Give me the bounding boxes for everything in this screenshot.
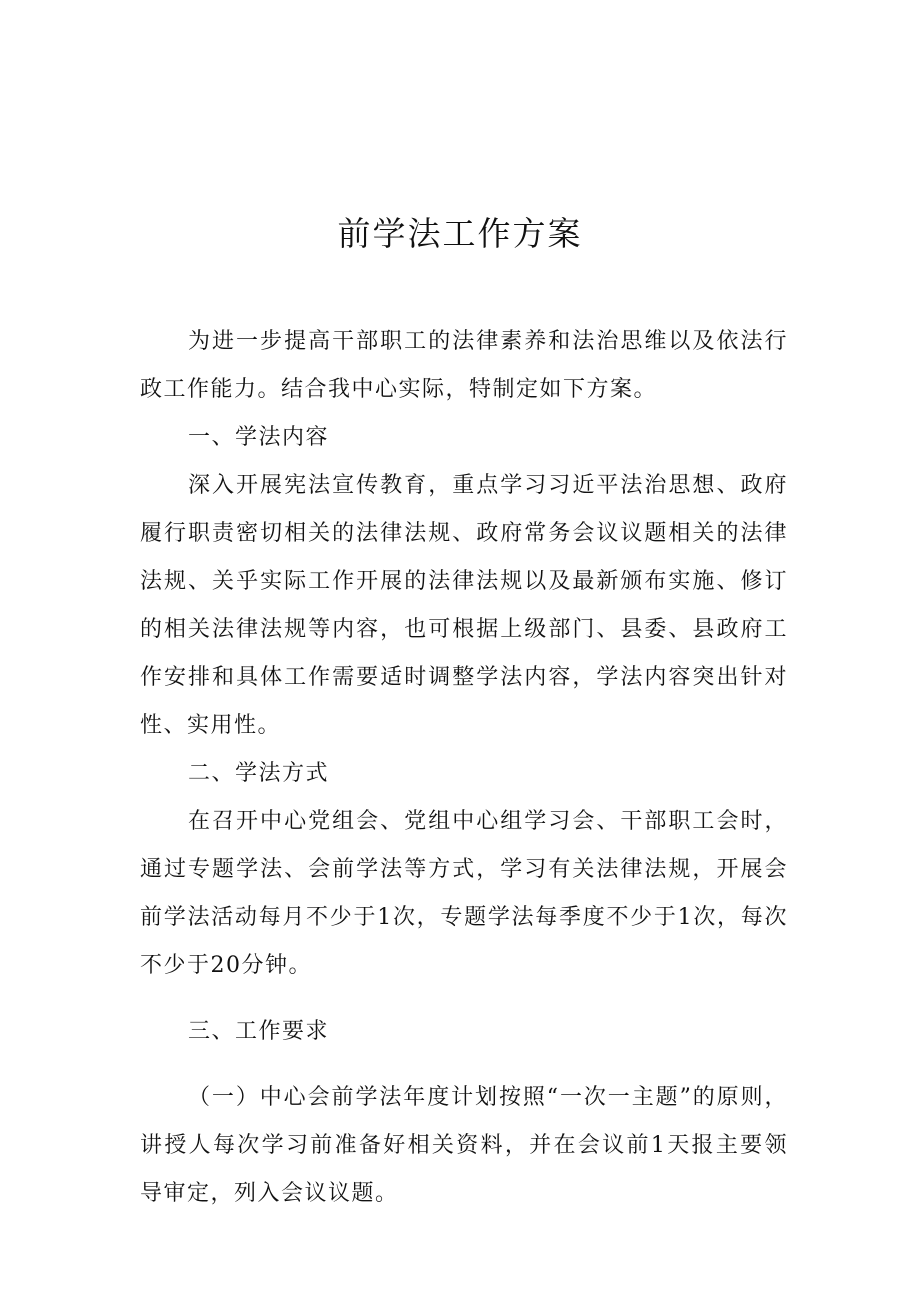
document-body <box>140 318 788 1218</box>
section-heading-requirements: 三、工作要求 <box>188 1019 330 1044</box>
requirement-paragraph: （一）中心会前学法年度计划按照“一次一主题”的原则，讲授人每次学习前准备好相关资料，并在会议前1天报主要领导审定，列入会议议题。 <box>140 1085 788 1206</box>
section-heading-content: 一、学法内容 <box>188 425 330 450</box>
method-paragraph: 在召开中心党组会、党组中心组学习会、干部职工会时，通过专题学法、会前学法等方式，学习有关法律法规，开展会前学法活动每月不少于1次，专题学法每季度不少于1次，每次不少于20分钟。 <box>140 809 788 978</box>
section-heading-method: 二、学法方式 <box>188 761 330 786</box>
content-paragraph: 深入开展宪法宣传教育，重点学习习近平法治思想、政府履行职责密切相关的法律法规、政府常务会议议题相关的法律法规、关乎实际工作开展的法律法规以及最新颁布实施、修订的相关法律法规等内容，也可根据上级部门、县委、县政府工作安排和具体工作需要适时调整学法内容，学法内容突出针对性、实用性。 <box>140 473 788 738</box>
document-title: 前学法工作方案 <box>337 214 583 253</box>
intro-paragraph: 为进一步提高干部职工的法律素养和法治思维以及依法行政工作能力。结合我中心实际，特制定如下方案。 <box>140 329 788 402</box>
